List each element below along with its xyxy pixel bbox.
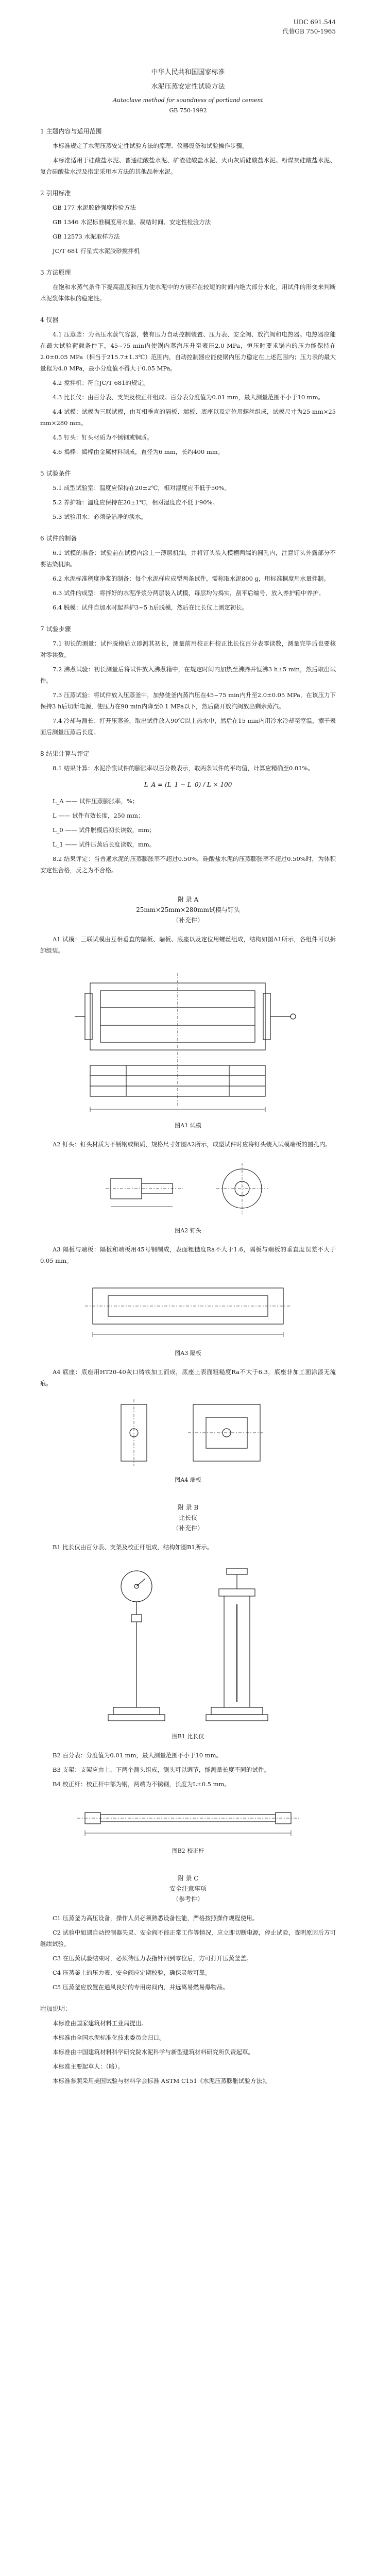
section-heading: 3 方法原理 xyxy=(40,269,71,276)
paragraph: 4.1 压蒸釜：为高压水蒸气容器，装有压力自动控制装置、压力表、安全阀、放汽阀和电热器。电热器应能在最大试验荷载条件下，45~75 min内使锅内蒸汽压升至表压2.0 MPa，恒压时要求锅内的压力能保持在2.0±0.05 MPa（相当于215.7±1.3℃）范围内，自动控制器应能使锅内压力稳定在上述范围内；压力表的最大量程为4.0 MPa，最小分度值不得大于0.05 MPa。 xyxy=(40,331,336,372)
paragraph: 6.3 试件的成型：将拌好的水泥净浆分两层装入试模，每层均匀捣实，刮平后编号，放入养护箱中养护。 xyxy=(53,589,324,597)
figure-b2 xyxy=(40,1796,336,1842)
section-heading: 7 试验步骤 xyxy=(40,625,71,633)
standard-codes xyxy=(282,18,336,36)
replaces-code: 代替GB 750-1965 xyxy=(282,28,336,35)
country-standard-label: 中华人民共和国国家标准 xyxy=(151,69,225,76)
end-plate-side-view xyxy=(106,1394,162,1471)
paragraph: 8.1 结果计算：水泥净浆试件的膨胀率以百分数表示，取两条试件的平均值，计算应精确至0.01%。 xyxy=(53,765,314,772)
section-heading: 2 引用标准 xyxy=(40,190,71,197)
reference-item: JC/T 681 行星式水泥胶砂搅拌机 xyxy=(53,247,140,255)
paragraph: B2 百分表：分度值为0.01 mm，最大测量范围不小于10 mm。 xyxy=(53,1752,223,1759)
appendix-note: （参考件） xyxy=(172,1895,203,1903)
paragraph: 6.2 水泥标准稠度净浆的制备：每个水泥样应成型两条试件，需称取水泥800 g，用标准稠度用水量拌制。 xyxy=(53,575,330,582)
paragraph: 5.1 成型试验室：温度应保持在20±2℃，相对湿度应不低于50%。 xyxy=(53,484,230,492)
paragraph: 5.3 试验用水：必须是洁净的淡水。 xyxy=(53,513,147,520)
paragraph: B1 比长仪由百分表、支架及校正杆组成，结构如图B1所示。 xyxy=(53,1544,213,1551)
paragraph: 本标准规定了水泥压蒸安定性试验方法的原理、仪器设备和试验操作步骤。 xyxy=(53,142,248,149)
comparator-drawing xyxy=(98,1558,175,1728)
figure-caption: 图A4 端板 xyxy=(175,1477,201,1483)
appendix-title: 比长仪 xyxy=(178,1514,197,1521)
figure-caption: 图B2 校正杆 xyxy=(172,1848,204,1854)
figure-caption: 图A2 钉头 xyxy=(175,1227,201,1234)
paragraph: C1 压蒸釜为高压设备，操作人员必须熟悉设备性能，严格按照操作规程使用。 xyxy=(53,1914,259,1922)
end-plate-front-view xyxy=(183,1394,270,1471)
reference-item: GB 1346 水泥标准稠度用水量、凝结时间、安定性检验方法 xyxy=(53,218,211,226)
additional-note: 本标准参照采用美国试验与材料学会标准 ASTM C151《水泥压蒸膨胀试验方法》。 xyxy=(53,2077,271,2084)
additional-note: 本标准由国家建筑材料工业局提出。 xyxy=(53,2020,147,2027)
appendix-note: （补充件） xyxy=(172,917,203,924)
formula-variable: L —— 试件有效长度，250 mm； xyxy=(53,812,144,819)
document-title-en: Autoclave method for soundness of portland cement xyxy=(113,97,263,104)
section-heading: 5 试验条件 xyxy=(40,470,71,477)
appendix-b-header xyxy=(40,1502,336,1533)
paragraph: 本标准适用于硅酸盐水泥、普通硅酸盐水泥、矿渣硅酸盐水泥、火山灰质硅酸盐水泥、粉煤灰硅酸盐水泥、复合硅酸盐水泥及指定采用本方法的其他品种水泥。 xyxy=(40,157,336,175)
additional-notes-heading: 附加说明： xyxy=(40,2005,72,2012)
document-title: 水泥压蒸安定性试验方法 xyxy=(151,83,225,91)
paragraph: C5 压蒸釜应放置在通风良好的专用房间内，并远离易燃易爆物品。 xyxy=(53,1984,229,1991)
paragraph: 8.2 结果评定：当普通水泥的压蒸膨胀率不超过0.50%，硅酸盐水泥的压蒸膨胀率不超过0.50%时，为体积安定性合格，反之为不合格。 xyxy=(40,855,336,874)
appendix-label: 附 录 A xyxy=(177,896,199,903)
additional-note: 本标准由中国建筑材料科学研究院水泥科学与新型建筑材料研究所负责起草。 xyxy=(53,2048,254,2056)
paragraph: 4.6 捣棒：捣棒由金属材料制成，直径为6 mm，长约400 mm。 xyxy=(53,448,224,455)
section-heading: 6 试件的制备 xyxy=(40,535,77,542)
reference-item: GB 177 水泥胶砂强度检验方法 xyxy=(53,204,136,211)
paragraph: 7.3 压蒸试验：将试件放入压蒸釜中，加热使釜内蒸汽压在45~75 min内升至2.0±0.05 MPa，在该压力下保持3 h后切断电源，使压力在90 min内降至0.1 MPa以下，然后微开放汽阀放出剩余蒸汽。 xyxy=(40,691,336,710)
mould-drawing xyxy=(70,962,306,1117)
paragraph: C3 在压蒸试验结束时，必须待压力表指针回到零位后，方可打开压蒸釜盖。 xyxy=(53,1955,252,1962)
paragraph: 4.3 比长仪：由百分表、支架及校正杆组成。百分表分度值为0.01 mm，最大测量范围不小于10 mm。 xyxy=(53,394,324,401)
paragraph: A3 隔板与端板：隔板和端板用45号钢制成，表面粗糙度Ra不大于1.6，隔板与端板的垂直度误差不大于0.05 mm。 xyxy=(40,1246,336,1264)
paragraph: C4 压蒸釜上的压力表、安全阀应定期校验，确保灵敏可靠。 xyxy=(53,1969,211,1976)
paragraph: A2 钉头：钉头材质为不锈钢或铜质，规格尺寸如图A2所示，成型试件时应将钉头装入试模端板的圆孔内。 xyxy=(53,1141,331,1148)
section-heading: 1 主题内容与适用范围 xyxy=(40,128,102,135)
paragraph: 6.1 试模的准备：试验前在试模内涂上一薄层机油，并将钉头装入模槽两端的圆孔内，注意钉头外露部分不要沾染机油。 xyxy=(40,549,336,568)
figure-b1 xyxy=(40,1558,336,1728)
udc-code: UDC 691.544 xyxy=(293,19,336,26)
appendix-label: 附 录 C xyxy=(177,1875,199,1882)
paragraph: 7.4 冷却与测长：打开压蒸釜，取出试件放入90℃以上热水中，然后在15 min内用冷水冷却至室温，擦干表面后测量压蒸后长度。 xyxy=(40,717,336,736)
calibration-rod-drawing xyxy=(70,1796,306,1842)
paragraph: A4 底座：底座用HT20-40灰口铸铁加工而成，底座上表面粗糙度Ra不大于6.3，底座非加工面涂漆无流痕。 xyxy=(40,1368,336,1387)
paragraph: C2 试验中如遇自动控制器失灵、安全阀不能正常工作等情况，应立即切断电源，停止试验，查明原因后方可继续试验。 xyxy=(40,1929,336,1947)
reference-item: GB 12573 水泥取样方法 xyxy=(53,233,120,240)
nail-head-side-view xyxy=(100,1155,188,1222)
appendix-c-header xyxy=(40,1873,336,1904)
formula-variable: L_1 —— 试件压蒸后长度读数，mm。 xyxy=(53,841,156,848)
paragraph: 5.2 养护箱：温度应保持在20±1℃，相对湿度应不低于90%。 xyxy=(53,499,218,506)
figure-caption: 图A3 隔板 xyxy=(175,1350,201,1357)
paragraph: B4 校正杆：校正杆中部为钢，两端为不锈钢，长度为L±0.5 mm。 xyxy=(53,1781,230,1788)
appendix-a-header xyxy=(40,894,336,925)
appendix-title: 安全注意事项 xyxy=(169,1885,207,1892)
section-heading: 8 结果计算与评定 xyxy=(40,750,90,757)
figure-caption: 图A1 试模 xyxy=(175,1122,201,1129)
appendix-note: （补充件） xyxy=(172,1524,203,1532)
paragraph: 7.1 初长的测量：试件脱模后立即测其初长，测量前用校正杆校正比长仪百分表零读数，测量完毕后也要核对零读数。 xyxy=(40,640,336,658)
formula-variable: L_0 —— 试件脱模后初长读数，mm； xyxy=(53,826,156,834)
partition-plate-drawing xyxy=(77,1273,299,1345)
paragraph: 6.4 脱模：试件自加水时起养护3~5 h后脱模，然后在比长仪上测定初长。 xyxy=(53,604,248,611)
paragraph: 在饱和水蒸气条件下提高温度和压力使水泥中的方镁石在较短的时间内绝大部分水化，用试件的形变来判断水泥浆体体积的稳定性。 xyxy=(40,283,336,302)
additional-note: 本标准主要起草人：（略）。 xyxy=(53,2063,124,2070)
paragraph: 4.4 试模：试模为三联试模，由互相垂直的隔板、端板、底座以及定位用螺丝组成，试模尺寸为25 mm×25 mm×280 mm。 xyxy=(40,408,336,427)
figure-a4 xyxy=(40,1394,336,1471)
formula-variable: L_A —— 试件压蒸膨胀率，%； xyxy=(53,798,139,805)
paragraph: A1 试模：三联试模由互相垂直的隔板、端板、底座以及定位用螺丝组成，结构如图A1所示，各组件可以拆卸组装。 xyxy=(40,936,336,954)
paragraph: 7.2 沸煮试验：初长测量后将试件放入沸煮箱中，在规定时间内加热至沸腾并恒沸3 h±5 min，然后取出试件。 xyxy=(40,666,336,684)
appendix-title: 25mm×25mm×280mm试模与钉头 xyxy=(136,906,240,913)
paragraph: 4.5 钉头：钉头材质为不锈钢或铜质。 xyxy=(53,434,153,441)
additional-note: 本标准由全国水泥标准化技术委员会归口。 xyxy=(53,2034,165,2041)
expansion-formula: L_A = (L_1 − L_0) / L × 100 xyxy=(144,781,232,788)
appendix-label: 附 录 B xyxy=(177,1504,199,1511)
nail-head-end-view xyxy=(209,1155,276,1222)
figure-a1 xyxy=(40,962,336,1117)
figure-caption: 图B1 比长仪 xyxy=(172,1733,204,1740)
paragraph: 4.2 搅拌机：符合JC/T 681的规定。 xyxy=(53,379,149,386)
standard-number: GB 750-1992 xyxy=(169,107,207,114)
standard-title-block xyxy=(40,67,336,115)
paragraph: B3 支架：支架应由上、下两个测头组成，测头可以调节，能测量长度不同的试件。 xyxy=(53,1766,270,1773)
section-heading: 4 仪器 xyxy=(40,316,59,324)
figure-a3 xyxy=(40,1273,336,1345)
comparator-side-view xyxy=(196,1558,278,1728)
figure-a2 xyxy=(40,1155,336,1222)
